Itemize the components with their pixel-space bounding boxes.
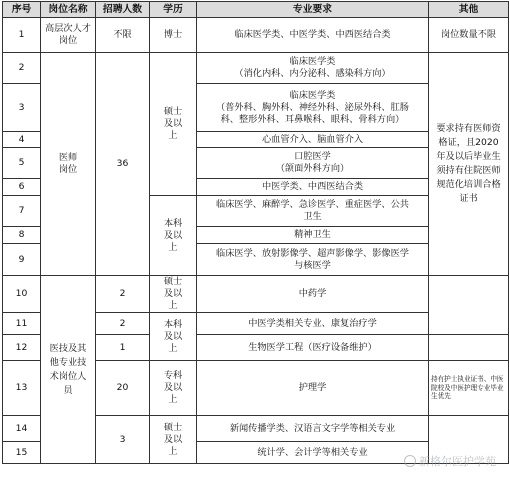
row-no: 1 [3, 18, 41, 53]
row-no: 3 [3, 84, 41, 132]
education [150, 313, 197, 361]
education-text: 本科及以上 [163, 318, 183, 354]
hire-count: 2 [96, 313, 150, 335]
major-line: 卫生 [303, 211, 322, 222]
major-line: 口腔医学 [294, 151, 331, 162]
post-name [41, 276, 96, 464]
recruitment-table [2, 1, 509, 464]
major-requirement [197, 196, 429, 227]
education [150, 416, 197, 464]
watermark-text: 新格尔医护学苑 [419, 455, 496, 468]
header-no: 序号 [3, 2, 41, 18]
education [150, 276, 197, 313]
header-edu: 学历 [150, 2, 197, 18]
row-no: 4 [3, 132, 41, 148]
row-no: 2 [3, 53, 41, 84]
education-text: 硕士及以上 [163, 421, 183, 457]
row-no: 6 [3, 179, 41, 196]
major-line: 临床医学类 [289, 89, 336, 101]
major-line: （消化内科、内分泌科、感染科方向） [234, 68, 391, 79]
education: 博士 [150, 18, 197, 53]
major-requirement: 中医学类相关专业、康复治疗学 [197, 313, 429, 335]
post-name-text: 医技及其他专业技术岗位人员 [49, 342, 87, 396]
major-line: 科、整形外科、耳鼻喉科、眼科、骨科方向） [220, 113, 405, 125]
hire-count: 3 [96, 416, 150, 464]
table-row [3, 276, 509, 313]
major-requirement: 统计学、会计学等相关专业 [197, 442, 429, 464]
row-no: 7 [3, 196, 41, 227]
major-line: （普外科、胸外科、神经外科、泌尿外科、肛肠 [216, 101, 409, 113]
major-requirement: 临床医学类、中医学类、中西医结合类 [197, 18, 429, 53]
other-requirement-text: 要求持有医师资格证，且2020年及以后毕业生须持有住院医师规范化培训合格证书 [436, 123, 501, 204]
table-row [3, 53, 509, 84]
post-name: 高层次人才岗位 [41, 18, 96, 53]
wechat-logo-icon [404, 455, 416, 467]
major-requirement: 新闻传播学类、汉语言文字学等相关专业 [197, 416, 429, 442]
row-no: 10 [3, 276, 41, 313]
post-name-text: 医师岗位 [58, 152, 78, 175]
row-no: 13 [3, 361, 41, 416]
row-no: 12 [3, 335, 41, 361]
education-text: 本科及以上 [163, 217, 183, 253]
header-count: 招聘人数 [96, 2, 150, 18]
header-post: 岗位名称 [41, 2, 96, 18]
hire-count: 36 [96, 53, 150, 276]
header-other: 其他 [429, 2, 509, 18]
major-line: 临床医学、放射影像学、超声影像学、影像医学 [216, 247, 409, 259]
major-requirement [197, 244, 429, 276]
major-requirement: 中医学类、中西医结合类 [197, 179, 429, 196]
watermark [404, 453, 496, 469]
major-requirement: 生物医学工程（医疗设备维护） [197, 335, 429, 361]
other-requirement: 持有护士执业证书、中医院校及中医护理专业毕业生优先 [429, 361, 509, 416]
hire-count: 1 [96, 335, 150, 361]
other-requirement: 岗位数量不限 [429, 18, 509, 53]
row-no: 5 [3, 148, 41, 179]
post-name [41, 53, 96, 276]
table-header-row [3, 2, 509, 18]
hire-count: 2 [96, 276, 150, 313]
row-no: 15 [3, 442, 41, 464]
row-no: 11 [3, 313, 41, 335]
education-text: 硕士及以上 [163, 276, 183, 311]
hire-count: 20 [96, 361, 150, 416]
header-major: 专业要求 [197, 2, 429, 18]
recruitment-table-document [2, 1, 508, 477]
education [150, 196, 197, 276]
major-requirement [197, 84, 429, 132]
hire-count: 不限 [96, 18, 150, 53]
other-requirement [429, 276, 509, 335]
major-requirement [197, 148, 429, 179]
major-line: （颌面外科方向） [275, 163, 350, 174]
row-no: 9 [3, 244, 41, 276]
other-requirement [429, 335, 509, 361]
row-no: 8 [3, 227, 41, 244]
major-line: 与核医学 [294, 259, 331, 271]
table-row [3, 18, 509, 53]
major-requirement [197, 53, 429, 84]
major-requirement: 中药学 [197, 276, 429, 313]
major-line: 临床医学类 [289, 56, 336, 67]
education [150, 361, 197, 416]
row-no: 14 [3, 416, 41, 442]
other-requirement [429, 53, 509, 276]
education-text: 专科及以上 [163, 370, 183, 405]
major-line: 临床医学、麻醉学、急诊医学、重症医学、公共 [216, 199, 409, 210]
major-requirement: 精神卫生 [197, 227, 429, 244]
education [150, 53, 197, 196]
education-text: 硕士及以上 [163, 106, 183, 141]
major-requirement: 心血管介入、脑血管介入 [197, 132, 429, 148]
major-requirement: 护理学 [197, 361, 429, 416]
